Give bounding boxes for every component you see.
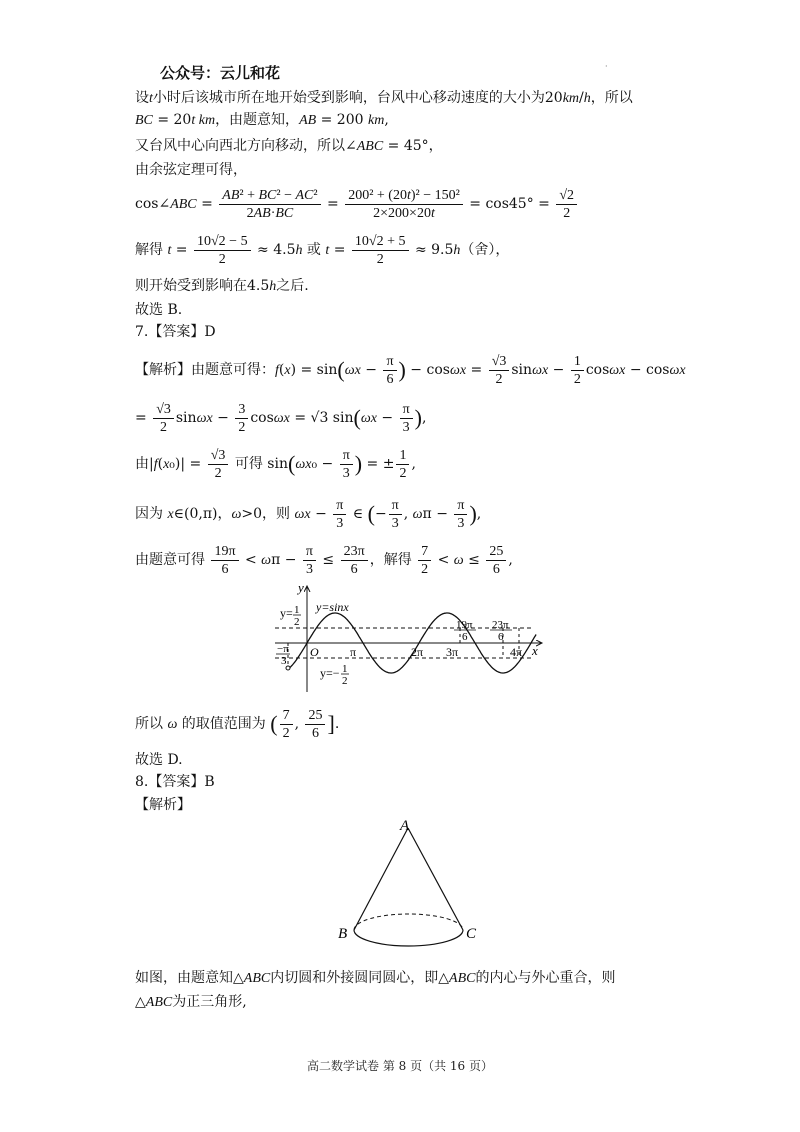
cone-diagram <box>330 812 490 952</box>
mark-19pi-6: 19π <box>456 619 473 631</box>
text-line-1: 设t小时后该城市所在地开始受到影响，台风中心移动速度的大小为20km/h，所以 <box>135 90 633 106</box>
q7-analysis-5: 由题意可得 $\frac{19\pi}{6}$ < ωπ − $\frac{\pi}{3}$ ≤ $\frac{23\pi}{6}$ ，解得 $\frac{7}{2}$ < ω ≤ $\frac{25}{6}$ , <box>135 543 513 577</box>
x-axis-label: x <box>532 643 538 658</box>
q8-answer: 8.【答案】B <box>135 774 215 790</box>
tick-4pi: 4π <box>510 645 523 659</box>
svg-text:1: 1 <box>342 663 348 675</box>
page-footer: 高二数学试卷 第 8 页（共 16 页） <box>307 1059 493 1073</box>
svg-text:6: 6 <box>498 631 504 643</box>
origin-label: O <box>310 645 319 659</box>
text-line-4: 由余弦定理可得， <box>135 162 247 178</box>
sine-graph <box>270 580 560 700</box>
corner-dot: · <box>605 62 608 71</box>
q7-analysis-3: 由|f(x₀)| = $\frac{√3}{2}$ 可得 sin(ωx₀ − $\frac{\pi}{3}$ ) = ± $\frac{1}{2}$ , <box>135 447 416 481</box>
text-line-15: 故选 D. <box>135 752 183 768</box>
mark-23pi-6: 23π <box>492 619 509 631</box>
text-line-8: 故选 B. <box>135 302 183 318</box>
q8-analysis-label: 【解析】 <box>135 797 191 813</box>
text-line-3: 又台风中心向西北方向移动，所以∠ABC = 45°， <box>135 138 443 154</box>
upper-line-label: y= <box>280 606 293 620</box>
svg-text:3: 3 <box>281 655 287 667</box>
curve-label: y=sinx <box>316 600 349 614</box>
y-axis-label: y <box>298 580 304 595</box>
svg-text:2: 2 <box>294 616 300 628</box>
text-line-2: BC = 20t km，由题意知，AB = 200 km, <box>135 112 389 128</box>
svg-text:6: 6 <box>462 631 468 643</box>
text-line-18: △ABC为正三角形, <box>135 994 247 1010</box>
apex-label: A <box>400 818 410 834</box>
q7-conclusion: 所以 ω 的取值范围为 ( $\frac{7}{2}$ , $\frac{25}{6}$ ]. <box>135 707 340 741</box>
tick-neg-pi-3: −π <box>277 643 289 655</box>
q7-analysis-4: 因为 x∈(0,π)，ω>0，则 ωx − $\frac{\pi}{3}$ ∈ (− $\frac{\pi}{3}$ , ωπ − $\frac{\pi}{3}$ ), <box>135 497 482 531</box>
open-point <box>286 666 290 670</box>
svg-text:2: 2 <box>342 675 348 687</box>
vertex-b-label: B <box>338 926 348 942</box>
tick-pi: π <box>350 645 357 659</box>
cosine-formula: cos∠ABC = $\frac{\text{AB² + BC² − AC²}}{2AB\cdot BC}$ = $\frac{\text{200² + (20t)² − 150²}}{2\times 200\times 20t}$ = cos45° = $\frac{√2}{2}$ <box>135 186 579 223</box>
vertex-c-label: C <box>466 926 477 942</box>
tick-3pi: 3π <box>446 645 459 659</box>
lower-line-label: y=− <box>320 666 340 680</box>
solve-t: 解得 t = $\frac{10√2 - 5}{2}$ ≈ 4.5h 或 t = $\frac{10√2 + 5}{2}$ ≈ 9.5h（舍）， <box>135 233 510 267</box>
svg-text:1: 1 <box>294 604 300 616</box>
q7-answer: 7.【答案】D <box>135 324 216 340</box>
text-line-7: 则开始受到影响在4.5h之后. <box>135 278 309 294</box>
page-header: 公众号：云儿和花 <box>160 64 281 82</box>
text-line-17: 如图，由题意知△ABC内切圆和外接圆同圆心，即△ABC的内心与外心重合，则 <box>135 970 616 986</box>
q7-analysis-2: = $\frac{√3}{2}$ sinωx − $\frac{3}{2}$ cosωx = √3 sin(ωx − $\frac{\pi}{3}$ ), <box>135 401 427 435</box>
tick-2pi: 2π <box>411 645 424 659</box>
q7-analysis-1: 【解析】由题意可得：f(x) = sin(ωx − $\frac{\pi}{6}$ ) − cosωx = $\frac{√3}{2}$ sinωx − $\frac{1}{2}$ cosωx − cosωx <box>135 353 686 387</box>
